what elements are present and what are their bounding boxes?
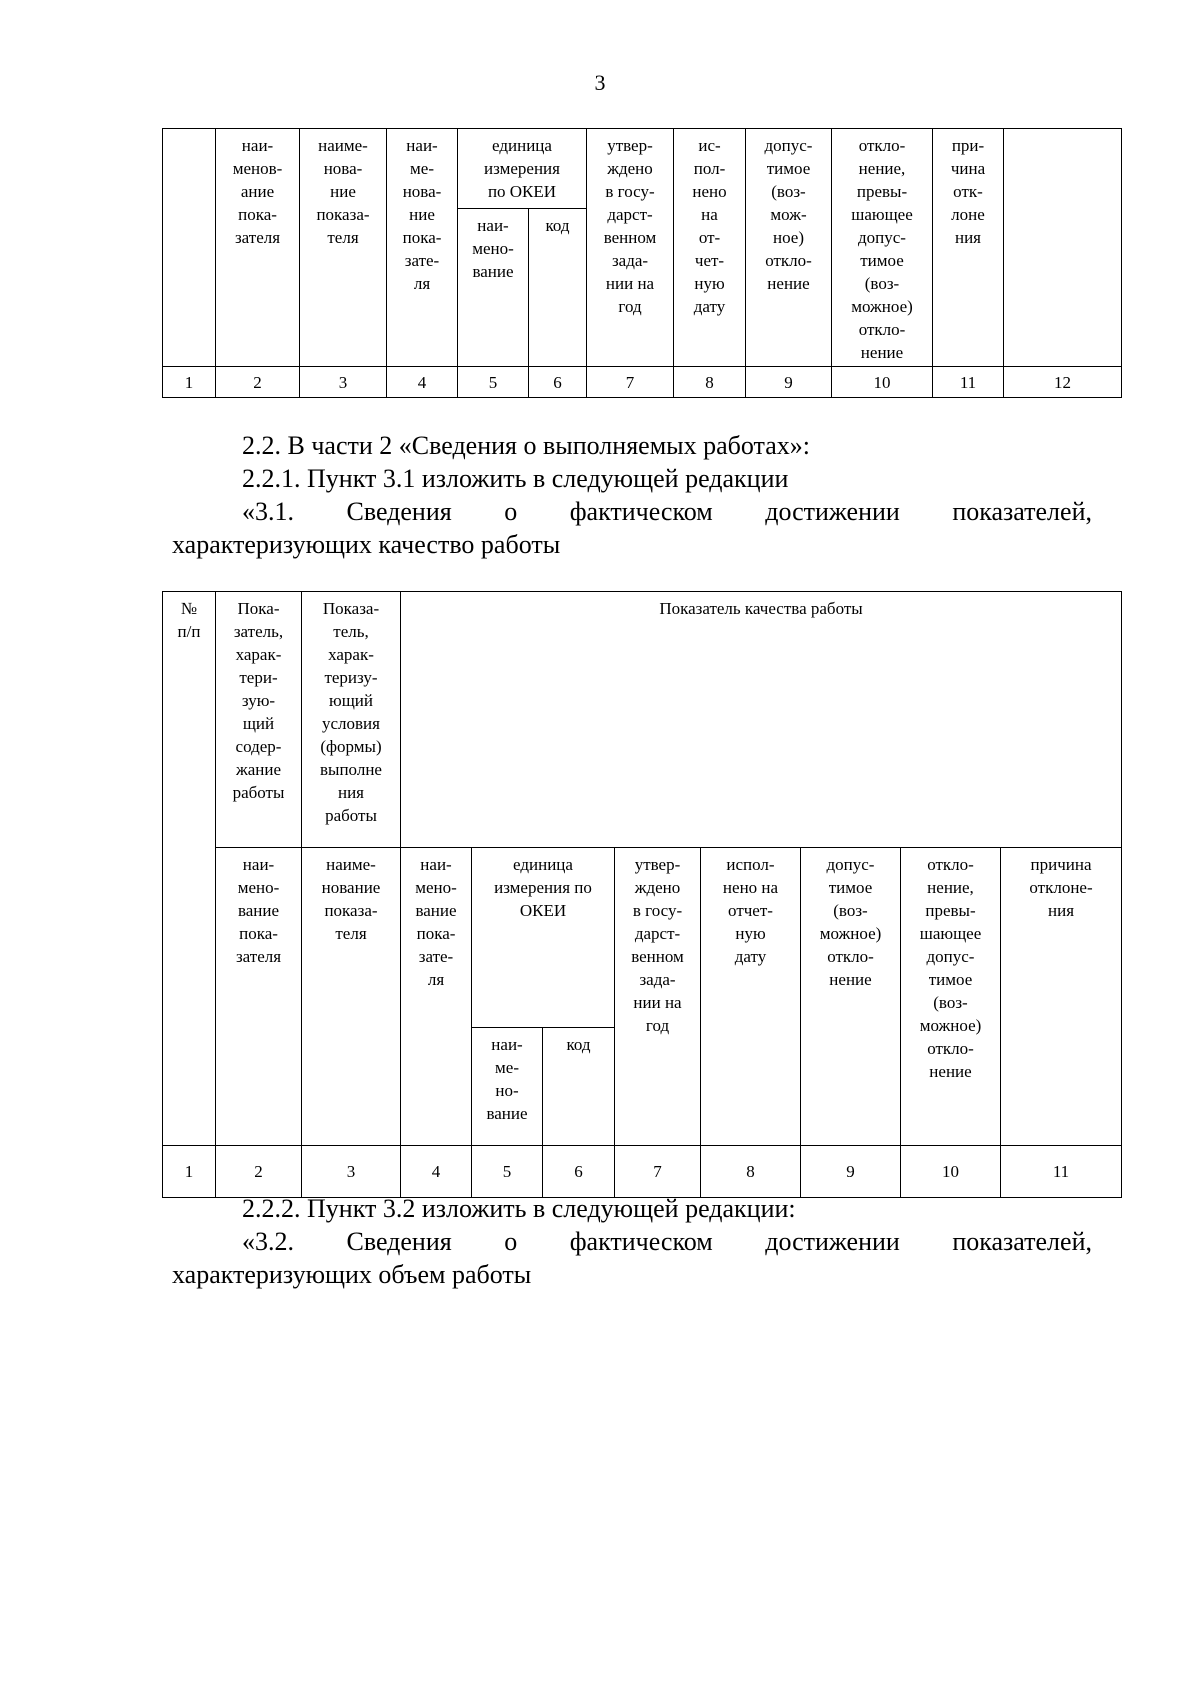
table1-column-number: 7 <box>587 367 674 398</box>
table2-subheader-cell-8: испол- нено на отчет- ную дату <box>701 848 801 1146</box>
table1-header-cell-8: ис- пол- нено на от- чет- ную дату <box>674 129 746 367</box>
table2-column-number: 6 <box>543 1146 615 1198</box>
table2-subheader-okei-code: код <box>543 1028 615 1146</box>
table1-header-okei-code: код <box>529 208 587 366</box>
quality-indicators-table <box>162 591 1122 1198</box>
item-3-2-title-line2: характеризующих объем работы <box>172 1260 532 1289</box>
table1-header-cell-10: откло- нение, превы- шающее допус- тимое (воз- можное) откло- нение <box>832 129 933 367</box>
table2-column-number: 3 <box>302 1146 401 1198</box>
table2-column-number: 11 <box>1001 1146 1122 1198</box>
table1-header-cell-2: наи- менов- ание пока- зателя <box>216 129 300 367</box>
table1-column-number: 11 <box>933 367 1004 398</box>
table2-subheader-cell-3: наиме- нование показа- теля <box>302 848 401 1146</box>
section-2-2-heading: 2.2. В части 2 «Сведения о выполняемых работах»: <box>242 431 810 460</box>
section-2-2-text <box>172 429 1092 561</box>
table1-header-cell-12 <box>1004 129 1122 367</box>
table2-subheader-okei-group: единица измерения по ОКЕИ <box>472 848 615 1028</box>
item-3-2-title-line1: «3.2. Сведения о фактическом достижении показателей, <box>242 1227 1092 1256</box>
table1-header-cell-11: при- чина отк- лоне ния <box>933 129 1004 367</box>
table2-subheader-cell-7: утвер- ждено в госу- дарст- венном зада- нии на год <box>615 848 701 1146</box>
table1-column-number: 4 <box>387 367 458 398</box>
table1-header-cell-9: допус- тимое (воз- мож- ное) откло- нение <box>746 129 832 367</box>
table1-column-number: 12 <box>1004 367 1122 398</box>
table1-header-okei-name: наи- мено- вание <box>458 208 529 366</box>
table2-column-number: 7 <box>615 1146 701 1198</box>
table1-header-cell-4: наи- ме- нова- ние пока- зате- ля <box>387 129 458 367</box>
table2-subheader-cell-11: причина отклоне- ния <box>1001 848 1122 1146</box>
table2-header-content-indicator: Пока- затель, харак- тери- зую- щий содер- жание работы <box>216 592 302 848</box>
table1-header-cell-3: наиме- нова- ние показа- теля <box>300 129 387 367</box>
table1-column-number: 10 <box>832 367 933 398</box>
table1-column-number: 6 <box>529 367 587 398</box>
table2-subheader-okei-name: наи- ме- но- вание <box>472 1028 543 1146</box>
item-3-1-title-line2: характеризующих качество работы <box>172 530 561 559</box>
table1-header-okei-group: единица измерения по ОКЕИ <box>458 129 587 209</box>
table2-column-number: 9 <box>801 1146 901 1198</box>
item-2-2-1: 2.2.1. Пункт 3.1 изложить в следующей редакции <box>242 464 789 493</box>
item-3-1-title-line1: «3.1. Сведения о фактическом достижении показателей, <box>242 497 1092 526</box>
table2-column-number: 2 <box>216 1146 302 1198</box>
table1-column-number: 8 <box>674 367 746 398</box>
table2-subheader-cell-9: допус- тимое (воз- можное) откло- нение <box>801 848 901 1146</box>
table2-header-row-number: № п/п <box>163 592 216 1146</box>
table1-header-cell-1 <box>163 129 216 367</box>
table2-subheader-cell-4: наи- мено- вание пока- зате- ля <box>401 848 472 1146</box>
table2-column-number: 8 <box>701 1146 801 1198</box>
table2-column-number: 10 <box>901 1146 1001 1198</box>
table2-column-number: 5 <box>472 1146 543 1198</box>
section-2-2-2-text <box>172 1192 1092 1291</box>
item-2-2-2: 2.2.2. Пункт 3.2 изложить в следующей редакции: <box>242 1194 796 1223</box>
table2-subheader-cell-10: откло- нение, превы- шающее допус- тимое (воз- можное) откло- нение <box>901 848 1001 1146</box>
table2-column-number: 1 <box>163 1146 216 1198</box>
table2-header-quality-indicator: Показатель качества работы <box>401 592 1122 848</box>
table2-column-number: 4 <box>401 1146 472 1198</box>
page-number: 3 <box>594 70 606 95</box>
table1-column-number: 5 <box>458 367 529 398</box>
table1-header-cell-7: утвер- ждено в госу- дарст- венном зада- нии на год <box>587 129 674 367</box>
table1-column-number: 9 <box>746 367 832 398</box>
table1-column-number: 1 <box>163 367 216 398</box>
table2-header-conditions-indicator: Показа- тель, харак- теризу- ющий условия (формы) выполне ния работы <box>302 592 401 848</box>
table1-column-number: 3 <box>300 367 387 398</box>
indicators-table-continued <box>162 128 1122 398</box>
table2-subheader-cell-2: наи- мено- вание пока- зателя <box>216 848 302 1146</box>
table1-column-number: 2 <box>216 367 300 398</box>
